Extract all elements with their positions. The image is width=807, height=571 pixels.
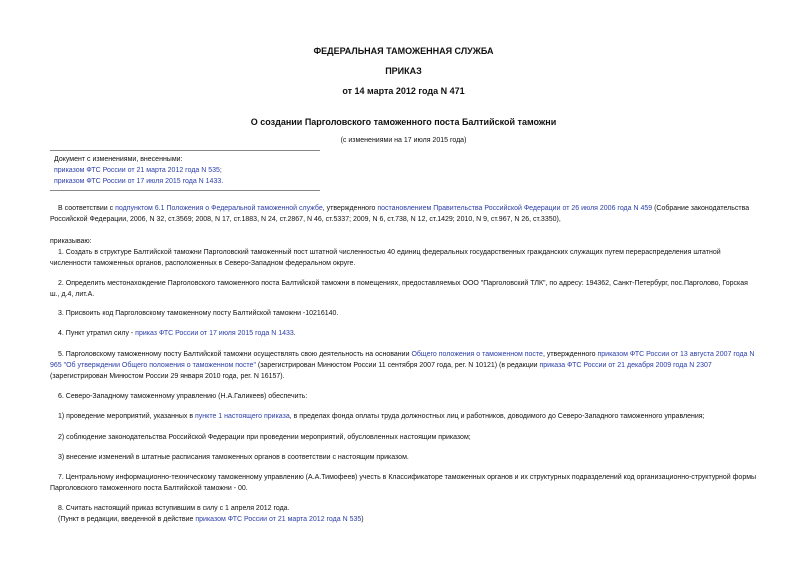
item-5-link-order-2009[interactable]: приказа ФТС России от 21 декабря 2009 года N 2307 — [539, 362, 712, 369]
item-8-note-text-2: ) — [361, 516, 364, 523]
item-4-end: . — [293, 330, 296, 337]
item-6-sub-1-text-1: 1) проведение мероприятий, указанных в — [58, 413, 196, 420]
item-7-line-1: 7. Центральному информационно-техническому таможенному управлению (А.А.Тимофеев) учесть в Классификаторе таможенных органов и их структурных подразделений код организационно-структурной формы — [58, 474, 757, 481]
item-8-note-link[interactable]: приказом ФТС России от 21 марта 2012 года N 535 — [195, 516, 362, 523]
changes-box-top-rule — [50, 150, 320, 151]
item-5-text-1: 5. Парголовскому таможенному посту Балтийской таможни осуществлять свою деятельность на основании — [58, 351, 412, 358]
item-5-link-order-2007[interactable]: приказом ФТС России от 13 августа 2007 года N — [597, 351, 755, 358]
item-4 — [58, 328, 296, 339]
item-2-line-1: 2. Определить местонахождение Парголовского таможенного поста Балтийской таможни в помещениях, предоставляемых ООО "Парголовский ТЛК", по адресу: 194362, Санкт-Петербург, пос.Парголово, Горская — [58, 280, 748, 287]
item-6-sub-3: 3) внесение изменений в штатные расписания таможенных органов в соответствии с настоящим приказом. — [58, 454, 409, 461]
item-5-link-order-title[interactable]: 965 "Об утверждении Общего положения о таможенном посте" — [50, 362, 256, 369]
item-6-sub-1-text-2: , в пределах фонда оплаты труда должностных лиц и работников, доводимого до Северо-Западного таможенного управления; — [289, 413, 705, 420]
item-8-note — [58, 514, 364, 525]
preamble-line-1 — [58, 203, 749, 214]
item-5-link-general-provision[interactable]: Общего положения о таможенном посте — [411, 351, 543, 358]
preamble-link-regulation[interactable]: подпунктом 6.1 Положения о Федеральной таможенной службе — [115, 205, 323, 212]
doc-type-heading: ПРИКАЗ — [385, 66, 422, 76]
date-number-heading: от 14 марта 2012 года N 471 — [342, 86, 465, 96]
item-5-text-3: (зарегистрирован Минюстом России 11 сентября 2007 года, рег. N 10121) (в редакции — [255, 362, 540, 369]
item-3: 3. Присвоить код Парголовскому таможенному посту Балтийской таможни -10216140. — [58, 310, 339, 317]
item-6: 6. Северо-Западному таможенному управлению (Н.А.Галикеев) обеспечить: — [58, 393, 308, 400]
item-4-text: 4. Пункт утратил силу - — [58, 330, 136, 337]
changes-box — [50, 150, 320, 190]
order-word: приказываю: — [50, 238, 92, 245]
item-2-line-2: ш., д.4, лит.А. — [50, 291, 95, 298]
preamble-line-2: Российской Федерации, 2006, N 32, ст.3569; 2008, N 17, ст.1883, N 24, ст.2867, N 46, ст.5337; 2009, N 6, ст.738, N 12, ст.1429; 2010, N 9, ст.967, N 26, ст.3350), — [50, 216, 561, 223]
item-5-line-3: (зарегистрирован Минюстом России 29 января 2010 года, рег. N 16157). — [50, 373, 285, 380]
item-1-line-1: 1. Создать в структуре Балтийской таможни Парголовский таможенный пост штатной численностью 40 единиц федеральных государственных гражданских служащих путем перераспределения штатной — [58, 249, 721, 256]
changes-link-2[interactable]: приказом ФТС России от 17 июля 2015 года N 1433. — [54, 178, 224, 185]
changes-box-intro: Документ с изменениями, внесенными: — [54, 156, 183, 163]
page-title: О создании Парголовского таможенного поста Балтийской таможни — [250, 117, 557, 127]
item-8: 8. Считать настоящий приказ вступившим в силу с 1 апреля 2012 года. — [58, 505, 290, 512]
agency-heading: ФЕДЕРАЛЬНАЯ ТАМОЖЕННАЯ СЛУЖБА — [313, 46, 494, 56]
item-5-text-2: , утвержденного — [542, 351, 598, 358]
revision-note: (с изменениями на 17 июля 2015 года) — [340, 137, 467, 144]
item-5-line-1 — [58, 349, 754, 360]
preamble-link-decree[interactable]: постановлением Правительства Российской Федерации от 26 июля 2006 года N 459 — [377, 205, 653, 212]
item-6-sub-1 — [58, 411, 705, 422]
item-4-link[interactable]: приказ ФТС России от 17 июля 2015 года N 1433 — [135, 330, 294, 337]
item-1-line-2: численности таможенных органов, расположенных в Северо-Западном федеральном округе. — [50, 260, 356, 267]
item-7-line-2: Парголовского таможенного поста Балтийской таможни - 00. — [50, 485, 248, 492]
preamble-text-1: В соответствии с — [58, 205, 116, 212]
changes-link-1[interactable]: приказом ФТС России от 21 марта 2012 года N 535; — [54, 167, 222, 174]
item-5-line-2 — [50, 360, 712, 371]
item-6-sub-2: 2) соблюдение законодательства Российской Федерации при проведении мероприятий, обусловленных настоящим приказом; — [58, 434, 471, 441]
item-8-note-text-1: (Пункт в редакции, введенной в действие — [58, 516, 196, 523]
preamble-text-2: , утвержденного — [322, 205, 378, 212]
preamble-text-3: (Собрание законодательства — [652, 205, 750, 212]
changes-box-bottom-rule — [50, 190, 320, 191]
item-6-sub-1-link[interactable]: пункте 1 настоящего приказа — [195, 413, 290, 420]
